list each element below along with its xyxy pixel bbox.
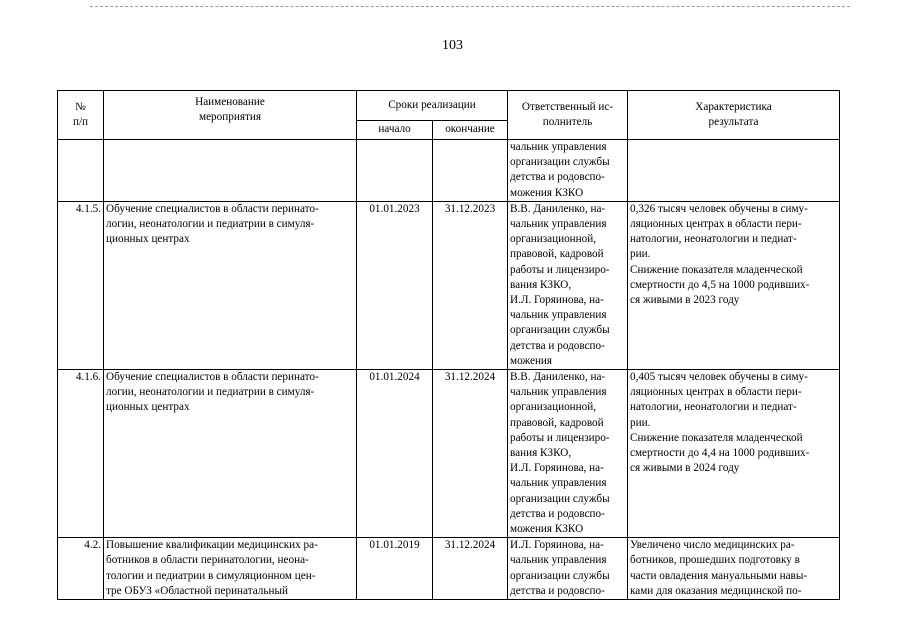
row-responsible: И.Л. Горяинова, на- чальник управления организации службы детства и родовспо- bbox=[508, 538, 628, 600]
row-start-date bbox=[357, 140, 433, 202]
page-top-rule bbox=[90, 6, 850, 7]
row-num bbox=[58, 140, 104, 202]
row-num: 4.1.6. bbox=[58, 370, 104, 538]
row-result bbox=[628, 140, 840, 202]
table-row bbox=[58, 538, 840, 600]
row-name: Обучение специалистов в области перинато- логии, неонатологии и педиатрии в симуля- ционных центрах bbox=[104, 370, 357, 538]
row-start-date: 01.01.2024 bbox=[357, 370, 433, 538]
row-responsible: В.В. Даниленко, на- чальник управления организационной, правовой, кадровой работы и лицензиро- вания КЗКО, И.Л. Горяинова, на- чальник управления организации службы детства и родовспо- можения bbox=[508, 201, 628, 369]
table-row bbox=[58, 201, 840, 369]
page-number: 103 bbox=[442, 38, 463, 53]
table-row bbox=[58, 370, 840, 538]
header-num: № п/п bbox=[58, 91, 104, 140]
header-name: Наименование мероприятия bbox=[104, 91, 357, 140]
table-row bbox=[58, 140, 840, 202]
row-result: 0,326 тысяч человек обучены в симу- ляционных центрах в области пери- натологии, неонатологии и педиат- рии. Снижение показателя младенческой смертности до 4,5 на 1000 родивших- ся живыми в 2023 году bbox=[628, 201, 840, 369]
header-terms: Сроки реализации bbox=[357, 91, 508, 121]
row-end-date bbox=[433, 140, 508, 202]
row-responsible: чальник управления организации службы детства и родовспо- можения КЗКО bbox=[508, 140, 628, 202]
row-start-date: 01.01.2023 bbox=[357, 201, 433, 369]
header-start: начало bbox=[357, 121, 433, 140]
row-end-date: 31.12.2024 bbox=[433, 370, 508, 538]
activities-table bbox=[57, 90, 840, 600]
row-end-date: 31.12.2023 bbox=[433, 201, 508, 369]
row-name bbox=[104, 140, 357, 202]
row-result: Увеличено число медицинских ра- ботников, прошедших подготовку в части овладения мануальными навы- ками для оказания медицинской по- bbox=[628, 538, 840, 600]
row-name: Обучение специалистов в области перинато- логии, неонатологии и педиатрии в симуля- ционных центрах bbox=[104, 201, 357, 369]
row-end-date: 31.12.2024 bbox=[433, 538, 508, 600]
row-num: 4.1.5. bbox=[58, 201, 104, 369]
row-responsible: В.В. Даниленко, на- чальник управления организационной, правовой, кадровой работы и лицензиро- вания КЗКО, И.Л. Горяинова, на- чальник управления организации службы детства и родовспо- можения КЗКО bbox=[508, 370, 628, 538]
header-result: Характеристика результата bbox=[628, 91, 840, 140]
row-start-date: 01.01.2019 bbox=[357, 538, 433, 600]
row-result: 0,405 тысяч человек обучены в симу- ляционных центрах в области пери- натологии, неонатологии и педиат- рии. Снижение показателя младенческой смертности до 4,4 на 1000 родивших- ся живыми в 2024 году bbox=[628, 370, 840, 538]
header-end: окончание bbox=[433, 121, 508, 140]
row-num: 4.2. bbox=[58, 538, 104, 600]
row-name: Повышение квалификации медицинских ра- ботников в области перинатологии, неона- тологии и педиатрии в симуляционном цен- тре ОБУЗ «Областной перинатальный bbox=[104, 538, 357, 600]
header-responsible: Ответственный ис- полнитель bbox=[508, 91, 628, 140]
